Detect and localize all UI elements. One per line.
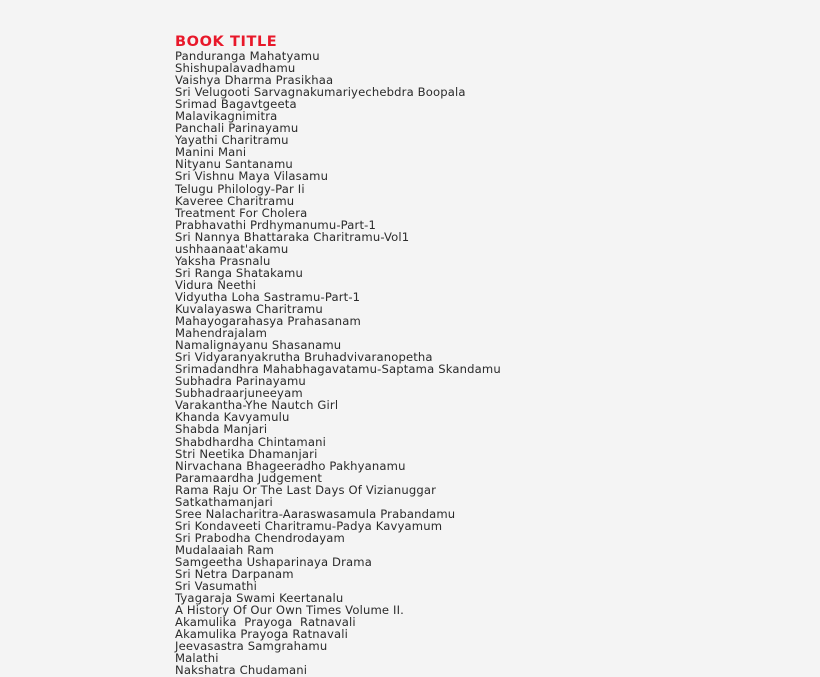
list-item: Vidyutha Loha Sastramu-Part-1 [175, 289, 361, 304]
list-item: Mahendrajalam [175, 326, 268, 341]
list-item: Akamulika Prayoga Ratnavali [175, 615, 356, 630]
list-item: Nityanu Santanamu [175, 157, 293, 172]
list-item: Sree Nalacharitra-Aaraswasamula Prabandamu [175, 506, 456, 521]
list-item: Subhadraarjuneeyam [175, 386, 303, 401]
list-item: Telugu Philology-Par Ii [175, 181, 305, 196]
list-item: Prabhavathi Prdhymanumu-Part-1 [175, 217, 377, 232]
list-item: Sri Velugooti Sarvagnakumariyechebdra Boopala [175, 85, 466, 100]
list-item: Sri Ranga Shatakamu [175, 265, 304, 280]
list-item: Sri Vishnu Maya Vilasamu [175, 169, 329, 184]
list-item: Varakantha-Yhe Nautch Girl [175, 398, 339, 413]
list-item: Vidura Neethi [175, 277, 257, 292]
list-item: Satkathamanjari [175, 494, 273, 509]
list-item: Sri Prabodha Chendrodayam [175, 530, 346, 545]
list-item: Shabdhardha Chintamani [175, 434, 326, 449]
list-item: Srimad Bagavtgeeta [175, 97, 297, 112]
list-item: Stri Neetika Dhamanjari [175, 446, 318, 461]
list-item: Shabda Manjari [175, 422, 268, 437]
list-item: Sri Vasumathi [175, 579, 258, 594]
list-item: Mahayogarahasya Prahasanam [175, 314, 361, 329]
list-item: Sri Netra Darpanam [175, 567, 294, 582]
list-item: Yayathi Charitramu [175, 133, 289, 148]
list-item: Rama Raju Or The Last Days Of Vizianuggar [175, 482, 437, 497]
list-item: Srimadandhra Mahabhagavatamu-Saptama Skandamu [175, 362, 501, 377]
list-item: Sri Vidyaranyakrutha Bruhadvivaranopetha [175, 350, 433, 365]
list-item: Shishupalavadhamu [175, 61, 296, 76]
list-item: Namalignayanu Shasanamu [175, 338, 342, 353]
list-item: Jeevasastra Samgrahamu [175, 639, 328, 654]
list-item: Samgeetha Ushaparinaya Drama [175, 554, 372, 569]
list-item: Yaksha Prasnalu [175, 253, 271, 268]
list-item: Kuvalayaswa Charitramu [175, 301, 323, 316]
list-item: Sri Kondaveeti Charitramu-Padya Kavyamum [175, 518, 443, 533]
list-item: Khanda Kavyamulu [175, 410, 290, 425]
list-item: Nirvachana Bhageeradho Pakhyanamu [175, 458, 406, 473]
list-item: A History Of Our Own Times Volume II. [175, 603, 404, 618]
list-item: Paramaardha Judgement [175, 470, 323, 485]
list-item: Akamulika Prayoga Ratnavali [175, 627, 349, 642]
list-item: Kaveree Charitramu [175, 193, 295, 208]
list-item: Tyagaraja Swami Keertanalu [175, 591, 344, 606]
book-title-list [175, 50, 805, 676]
list-item: Subhadra Parinayamu [175, 374, 306, 389]
book-title-list-block [175, 36, 805, 676]
list-item: Sri Nannya Bhattaraka Charitramu-Vol1 [175, 229, 410, 244]
list-item: Vaishya Dharma Prasikhaa [175, 73, 334, 88]
list-item: Panchali Parinayamu [175, 121, 299, 136]
list-item: Treatment For Cholera [175, 205, 308, 220]
list-item: Malavikagnimitra [175, 109, 278, 124]
list-item: Manini Mani [175, 145, 247, 160]
list-item: Malathi [175, 651, 219, 666]
list-item: Nakshatra Chudamani [175, 663, 308, 677]
list-item: ushhaanaat'akamu [175, 241, 289, 256]
list-item: Panduranga Mahatyamu [175, 49, 320, 63]
page-title: BOOK TITLE [175, 34, 278, 50]
list-item: Mudalaaiah Ram [175, 542, 274, 557]
